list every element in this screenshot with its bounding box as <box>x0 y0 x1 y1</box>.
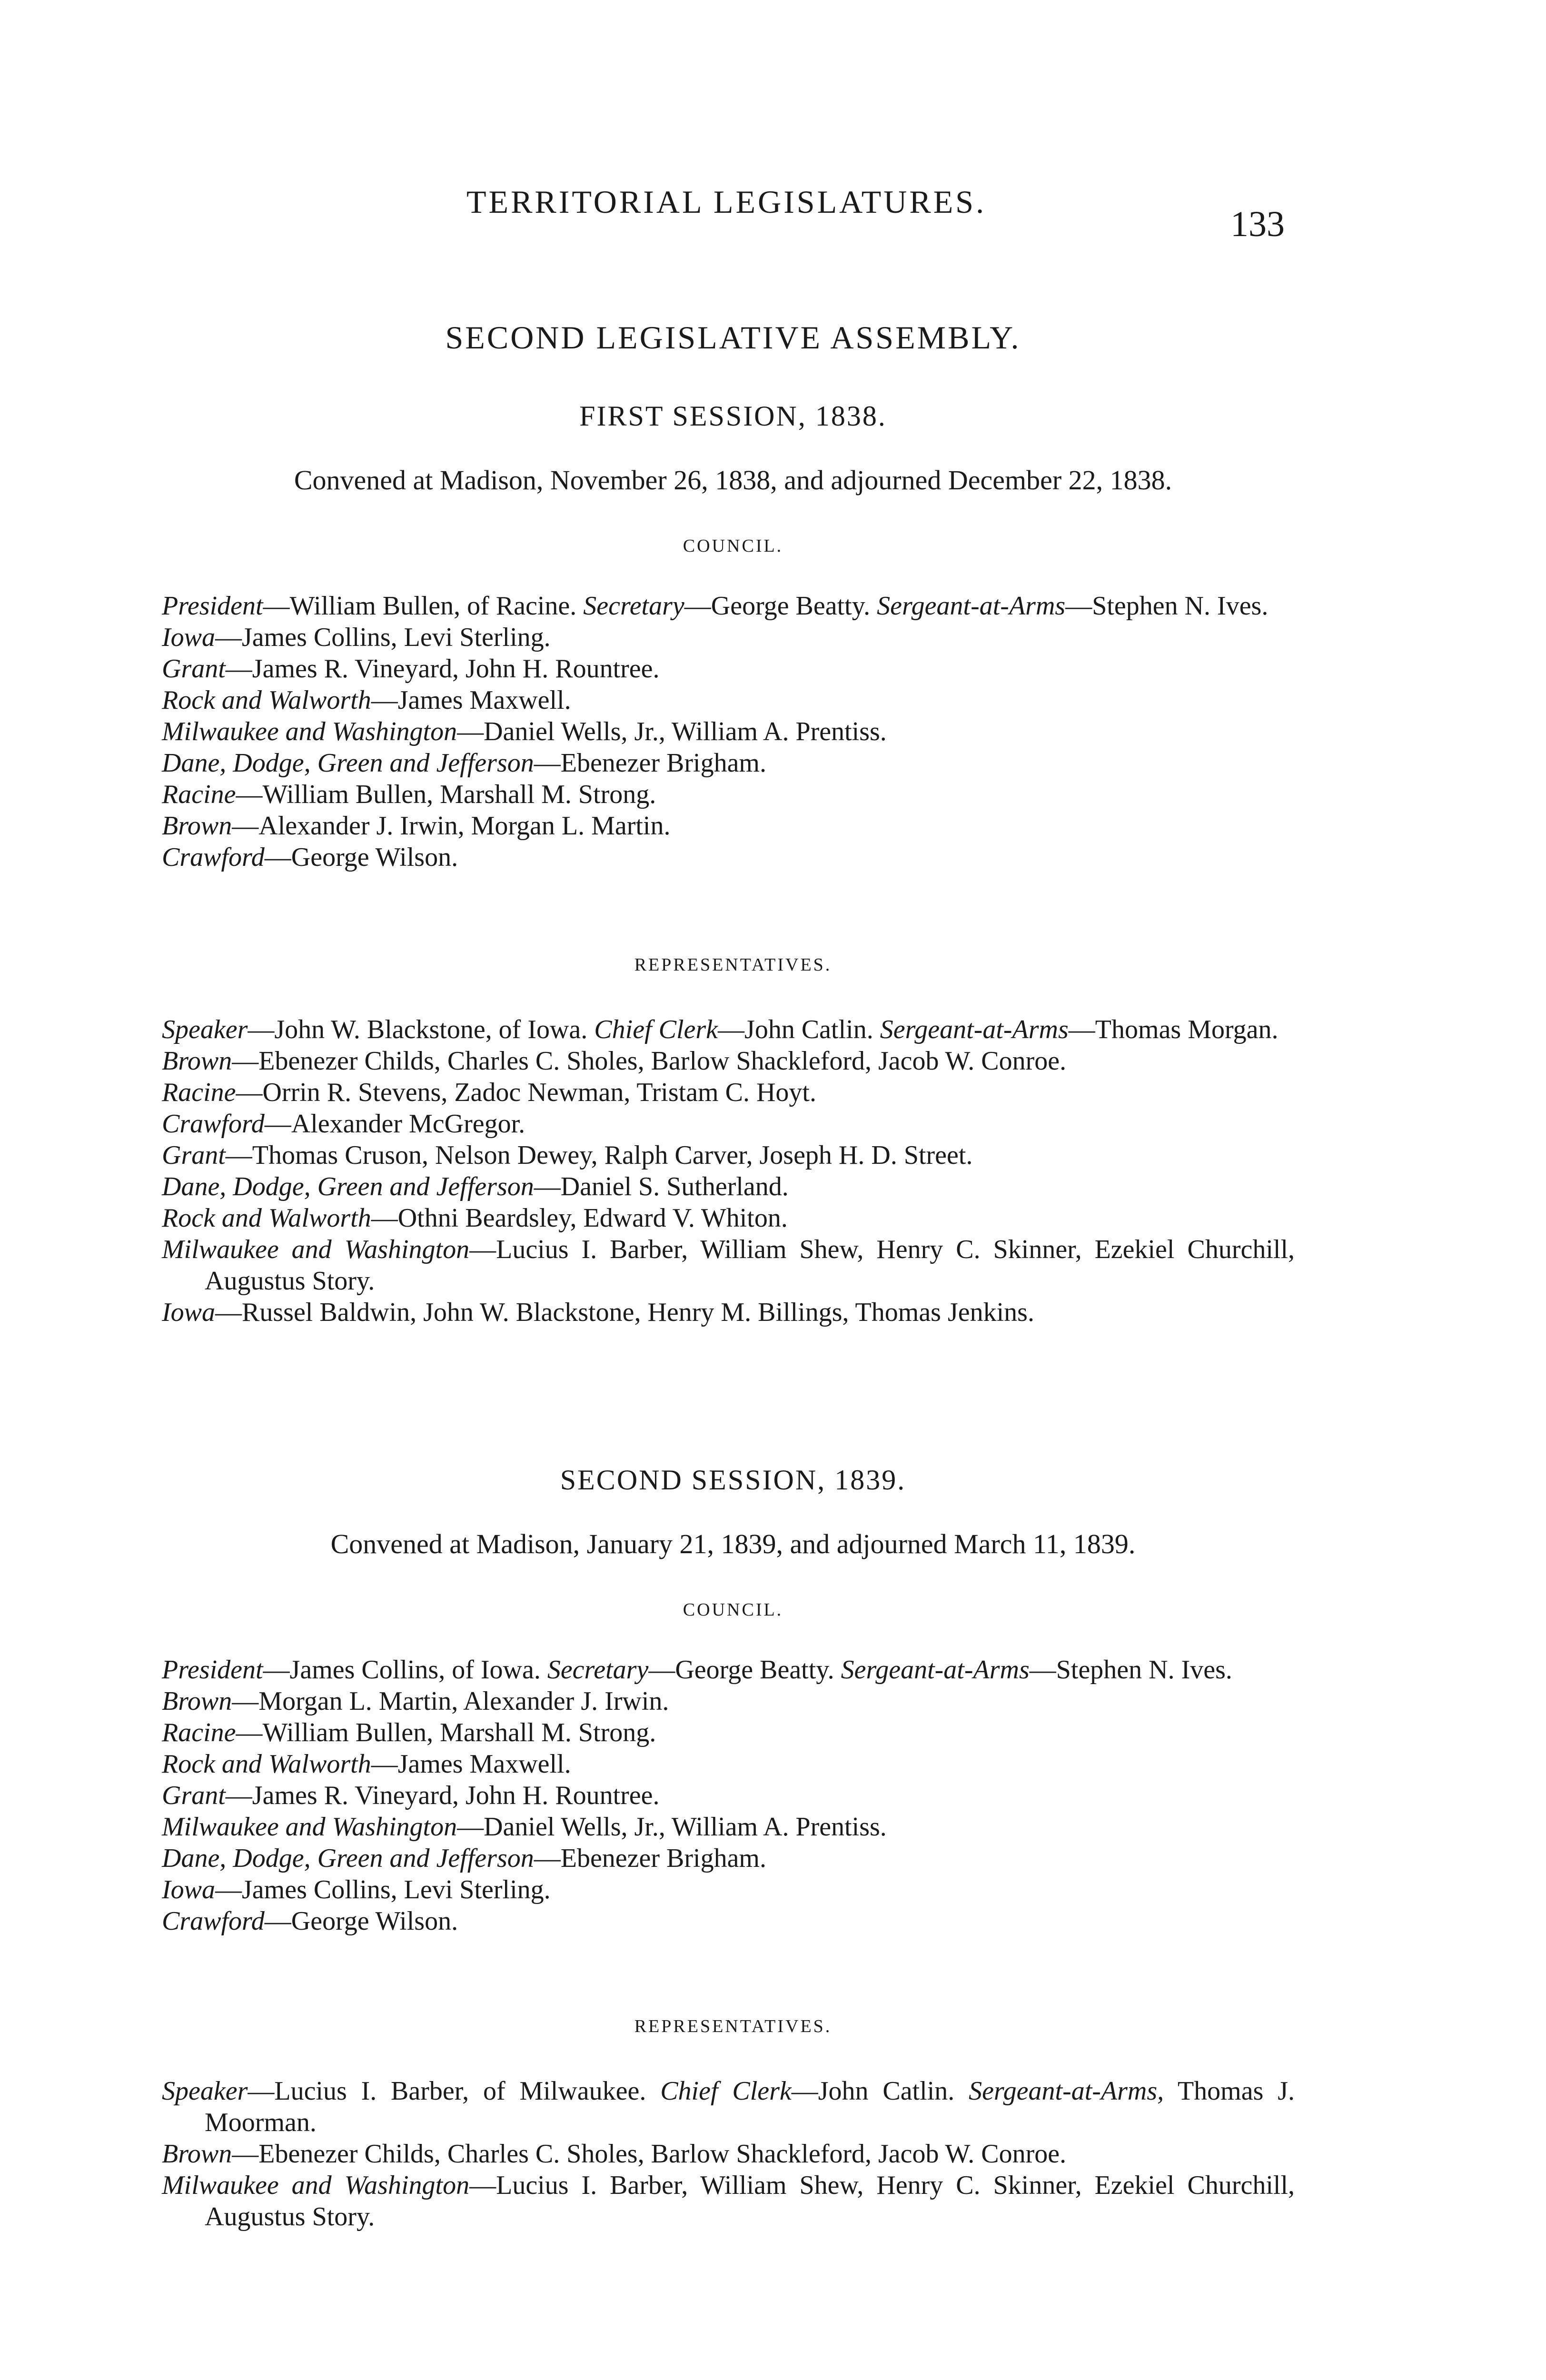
list-item: Iowa—James Collins, Levi Sterling. <box>162 623 551 652</box>
council-list-second <box>162 1654 1295 1937</box>
list-item: Milwaukee and Washington—Lucius I. Barber, William Shew, Henry C. Skinner, Ezekiel Churchill, Augustus Story. <box>162 2171 1295 2231</box>
list-item: Rock and Walworth—James Maxwell. <box>162 685 571 715</box>
representatives-heading-second: REPRESENTATIVES. <box>634 2016 832 2036</box>
list-item: Brown—Ebenezer Childs, Charles C. Sholes, Barlow Shackleford, Jacob W. Conroe. <box>162 1046 1067 1076</box>
running-title: TERRITORIAL LEGISLATURES. <box>466 184 987 220</box>
list-item: Rock and Walworth—James Maxwell. <box>162 1749 571 1779</box>
representatives-heading-first: REPRESENTATIVES. <box>634 955 832 975</box>
council-officers: President—James Collins, of Iowa. Secretary—George Beatty. Sergeant-at-Arms—Stephen N. Ives. <box>162 1655 1232 1685</box>
convened-first: Convened at Madison, November 26, 1838, and adjourned December 22, 1838. <box>294 465 1172 496</box>
list-item: Grant—James R. Vineyard, John H. Rountree. <box>162 654 660 684</box>
list-item: Grant—Thomas Cruson, Nelson Dewey, Ralph Carver, Joseph H. D. Street. <box>162 1140 973 1170</box>
list-item: Crawford—George Wilson. <box>162 1906 458 1936</box>
representatives-list-second <box>162 2075 1295 2232</box>
list-item: Brown—Alexander J. Irwin, Morgan L. Martin. <box>162 811 671 841</box>
list-item: Crawford—George Wilson. <box>162 843 458 872</box>
representatives-list-first <box>162 1014 1295 1328</box>
convened-second: Convened at Madison, January 21, 1839, and adjourned March 11, 1839. <box>330 1528 1136 1559</box>
list-item: Brown—Ebenezer Childs, Charles C. Sholes, Barlow Shackleford, Jacob W. Conroe. <box>162 2139 1067 2169</box>
council-heading-second: COUNCIL. <box>683 1600 783 1620</box>
list-item: Milwaukee and Washington—Daniel Wells, Jr., William A. Prentiss. <box>162 1812 887 1842</box>
list-item: Racine—William Bullen, Marshall M. Strong. <box>162 1718 656 1747</box>
list-item: Milwaukee and Washington—Daniel Wells, Jr., William A. Prentiss. <box>162 717 887 746</box>
list-item: Dane, Dodge, Green and Jefferson—Ebenezer Brigham. <box>162 1844 766 1873</box>
list-item: Racine—William Bullen, Marshall M. Strong. <box>162 780 656 809</box>
assembly-title: SECOND LEGISLATIVE ASSEMBLY. <box>445 319 1021 356</box>
list-item: Dane, Dodge, Green and Jefferson—Daniel S. Sutherland. <box>162 1172 789 1201</box>
list-item: Iowa—James Collins, Levi Sterling. <box>162 1875 551 1904</box>
representatives-officers: Speaker—Lucius I. Barber, of Milwaukee. Chief Clerk—John Catlin. Sergeant-at-Arms, Thomas J. Moorman. <box>162 2076 1295 2137</box>
list-item: Iowa—Russel Baldwin, John W. Blackstone, Henry M. Billings, Thomas Jenkins. <box>162 1298 1034 1327</box>
council-heading-first: COUNCIL. <box>683 536 783 556</box>
list-item: Milwaukee and Washington—Lucius I. Barber, William Shew, Henry C. Skinner, Ezekiel Churchill, Augustus Story. <box>162 1235 1295 1296</box>
session-heading-second: SECOND SESSION, 1839. <box>560 1464 906 1496</box>
council-officers: President—William Bullen, of Racine. Secretary—George Beatty. Sergeant-at-Arms—Stephen N. Ives. <box>162 591 1269 621</box>
list-item: Dane, Dodge, Green and Jefferson—Ebenezer Brigham. <box>162 748 766 778</box>
page-number: 133 <box>1230 204 1285 244</box>
representatives-officers: Speaker—John W. Blackstone, of Iowa. Chief Clerk—John Catlin. Sergeant-at-Arms—Thomas Morgan. <box>162 1015 1278 1044</box>
list-item: Grant—James R. Vineyard, John H. Rountree. <box>162 1781 660 1810</box>
list-item: Rock and Walworth—Othni Beardsley, Edward V. Whiton. <box>162 1203 788 1233</box>
list-item: Crawford—Alexander McGregor. <box>162 1109 525 1139</box>
council-list-first <box>162 590 1295 873</box>
session-heading-first: FIRST SESSION, 1838. <box>579 400 887 432</box>
list-item: Brown—Morgan L. Martin, Alexander J. Irwin. <box>162 1686 669 1716</box>
list-item: Racine—Orrin R. Stevens, Zadoc Newman, Tristam C. Hoyt. <box>162 1078 816 1107</box>
